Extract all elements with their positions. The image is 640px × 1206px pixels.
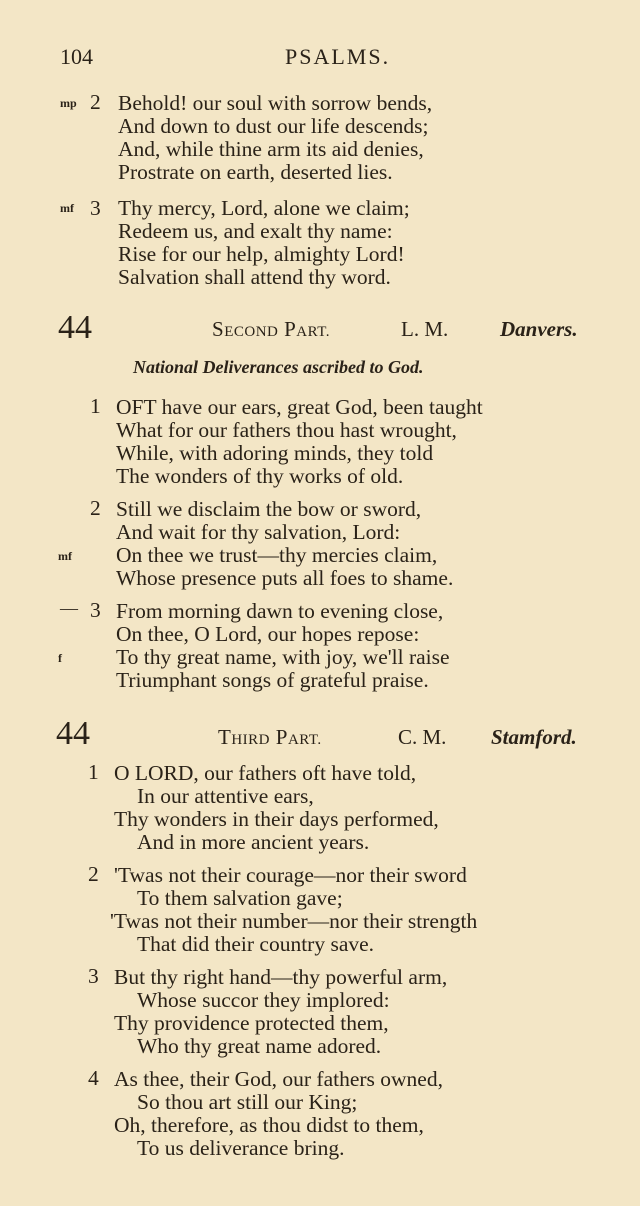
verse-line: 'Twas not their courage—nor their sword xyxy=(114,863,467,887)
verse-line: OFT have our ears, great God, been taught xyxy=(116,395,483,419)
page-title: PSALMS. xyxy=(285,44,391,69)
verse-line: Whose presence puts all foes to shame. xyxy=(116,566,454,590)
verse-number: 4 xyxy=(88,1066,99,1090)
verse-number: 2 xyxy=(90,90,101,114)
verse-line: Prostrate on earth, deserted lies. xyxy=(118,160,393,184)
verse-line: On thee, O Lord, our hopes repose: xyxy=(116,622,420,646)
hymn-part-label: THIRD PART. xyxy=(218,725,322,749)
verse-line: But thy right hand—thy powerful arm, xyxy=(114,965,448,989)
verse-line: Triumphant songs of grateful praise. xyxy=(116,668,429,692)
verse-line: Still we disclaim the bow or sword, xyxy=(116,497,422,521)
hymn-meter: C. M. xyxy=(398,725,447,749)
verse-line: Salvation shall attend thy word. xyxy=(118,265,391,289)
verse-line: Thy wonders in their days performed, xyxy=(114,807,439,831)
verse-line: To us deliverance bring. xyxy=(137,1136,345,1160)
hymn-tune: Danvers. xyxy=(500,317,578,341)
dynamic-marking: f xyxy=(58,651,62,665)
verse-line: While, with adoring minds, they told xyxy=(116,441,434,465)
verse-line: The wonders of thy works of old. xyxy=(116,464,404,488)
dynamic-marking: mf xyxy=(60,201,74,215)
verse-line: Who thy great name adored. xyxy=(137,1034,382,1058)
page-number: 104 xyxy=(60,44,93,69)
verse-line: To them salvation gave; xyxy=(137,886,343,910)
verse-number: 3 xyxy=(90,598,101,622)
verse-line: In our attentive ears, xyxy=(137,784,314,808)
verse-number: 1 xyxy=(90,394,101,418)
verse-line: And in more ancient years. xyxy=(137,830,370,854)
hymn-number: 44 xyxy=(56,715,90,752)
verse-line: O LORD, our fathers oft have told, xyxy=(114,761,417,785)
verse-line: From morning dawn to evening close, xyxy=(116,599,444,623)
verse-number: 2 xyxy=(90,496,101,520)
hymn-subtitle: National Deliverances ascribed to God. xyxy=(133,357,424,377)
verse-line: And, while thine arm its aid denies, xyxy=(118,137,424,161)
verse-line: Whose succor they implored: xyxy=(137,988,390,1012)
verse-line: What for our fathers thou hast wrought, xyxy=(116,418,457,442)
dash-marking: — xyxy=(60,598,78,618)
hymn-tune: Stamford. xyxy=(491,725,577,749)
verse-number: 3 xyxy=(90,196,101,220)
hymn-part-label: SECOND PART. xyxy=(212,317,331,341)
verse-line: To thy great name, with joy, we'll raise xyxy=(116,645,450,669)
verse-number: 3 xyxy=(88,964,99,988)
dynamic-marking: mf xyxy=(58,549,72,563)
dynamic-marking: mp xyxy=(60,96,77,110)
page-header xyxy=(60,44,600,76)
verse-line: As thee, their God, our fathers owned, xyxy=(114,1067,443,1091)
verse-line: Thy providence protected them, xyxy=(114,1011,389,1035)
verse-line: That did their country save. xyxy=(137,932,375,956)
verse-line: Behold! our soul with sorrow bends, xyxy=(118,91,433,115)
hymn-number: 44 xyxy=(58,309,92,346)
verse-number: 2 xyxy=(88,862,99,886)
hymn-meter: L. M. xyxy=(401,317,449,341)
verse-line: And down to dust our life descends; xyxy=(118,114,429,138)
verse-line: And wait for thy salvation, Lord: xyxy=(116,520,401,544)
verse-line: Redeem us, and exalt thy name: xyxy=(118,219,393,243)
verse-line: So thou art still our King; xyxy=(137,1090,358,1114)
verse-line: Rise for our help, almighty Lord! xyxy=(118,242,405,266)
verse-line: Thy mercy, Lord, alone we claim; xyxy=(118,196,410,220)
verse-number: 1 xyxy=(88,760,99,784)
verse-line: Oh, therefore, as thou didst to them, xyxy=(114,1113,424,1137)
verse-line: On thee we trust—thy mercies claim, xyxy=(116,543,438,567)
verse-line: 'Twas not their number—nor their strength xyxy=(110,909,478,933)
